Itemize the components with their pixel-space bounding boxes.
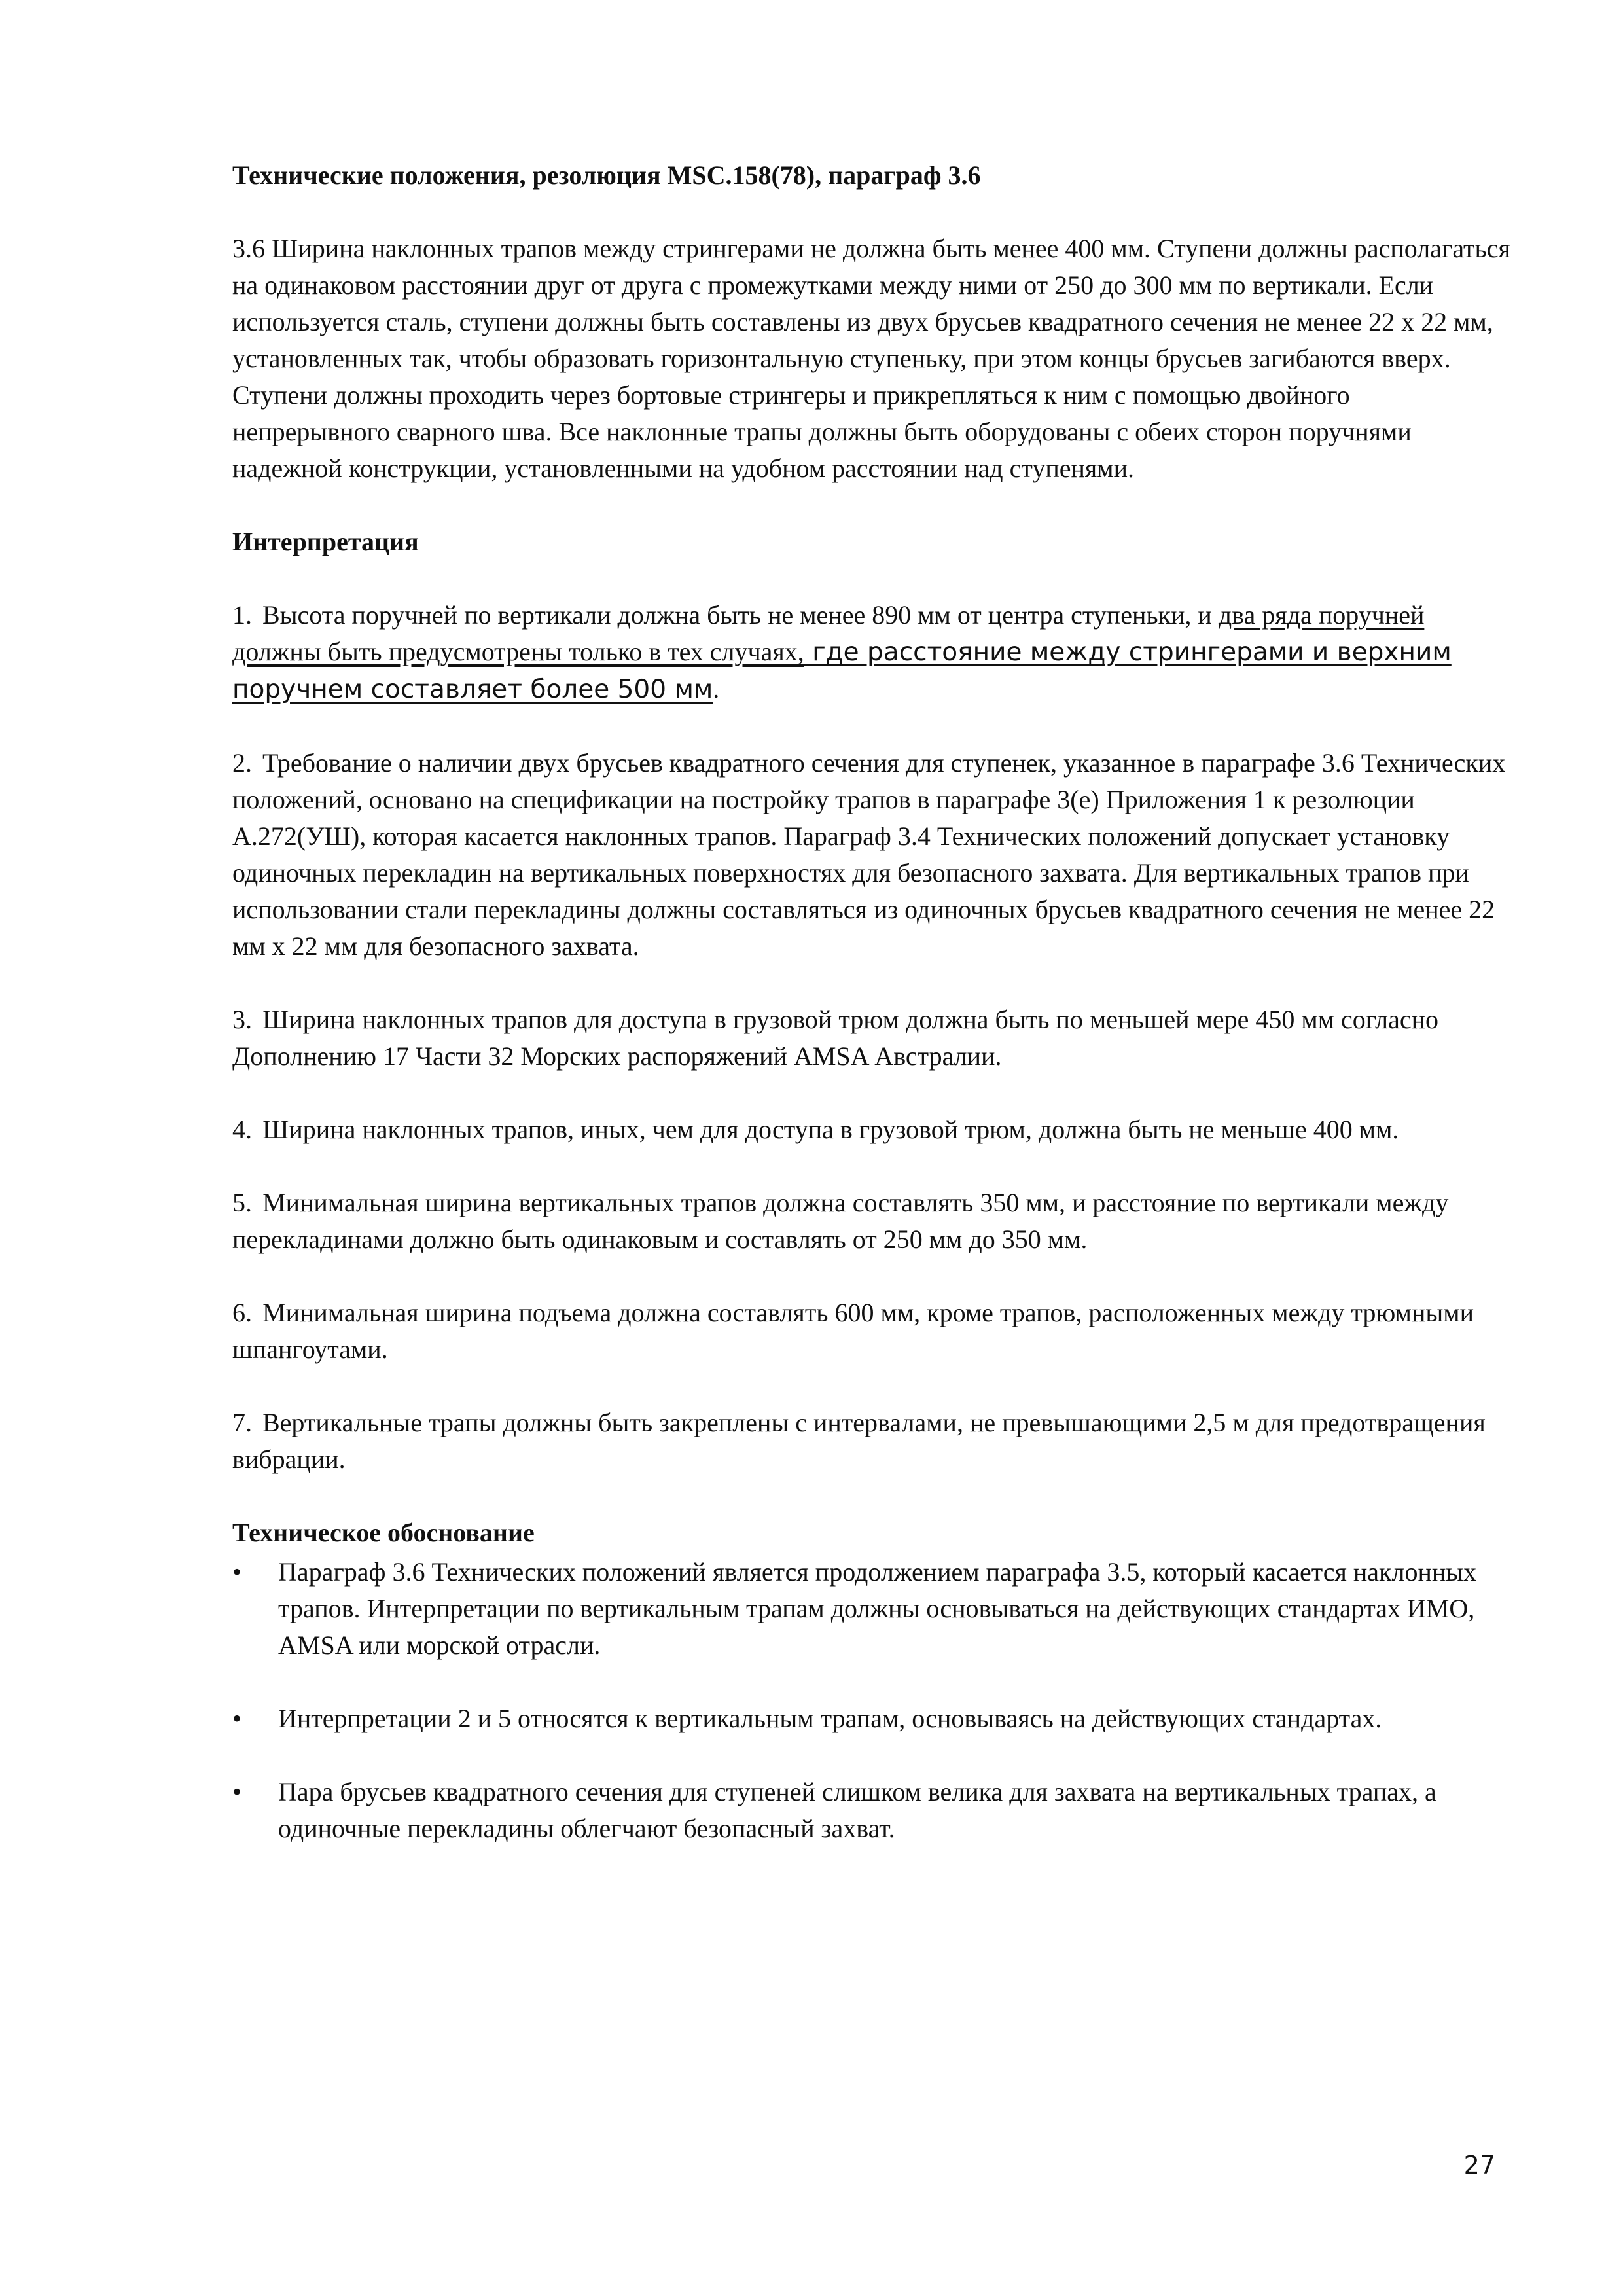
item-text: Минимальная ширина вертикальных трапов должна составлять 350 мм, и расстояние по вертикали между перекладинами должно быть одинаковым и составлять от 250 мм до 350 мм. bbox=[232, 1188, 1449, 1254]
interpretation-item-4 bbox=[232, 1111, 1512, 1148]
list-item bbox=[232, 1774, 1512, 1847]
item-text: Ширина наклонных трапов, иных, чем для доступа в грузовой трюм, должна быть не меньше 400 мм. bbox=[262, 1115, 1399, 1144]
interpretation-item-6 bbox=[232, 1295, 1512, 1368]
underlined-text: два ряда поручней должны быть предусмотрены только в тех случаях, bbox=[232, 600, 1425, 666]
interpretation-heading: Интерпретация bbox=[232, 527, 419, 556]
item-number: 4. bbox=[232, 1115, 252, 1144]
item-text-end: . bbox=[713, 674, 720, 704]
interpretation-item-2 bbox=[232, 745, 1512, 965]
bullet-icon: • bbox=[232, 1777, 242, 1806]
item-number: 5. bbox=[232, 1188, 252, 1217]
bullet-icon: • bbox=[232, 1557, 242, 1587]
bullet-icon: • bbox=[232, 1704, 242, 1733]
interpretation-item-3 bbox=[232, 1001, 1512, 1075]
item-number: 1. bbox=[232, 600, 252, 630]
underlined-text-continued: где расстояние между стрингерами и верхним поручнем составляет более 500 мм bbox=[232, 637, 1452, 704]
list-item bbox=[232, 1700, 1512, 1737]
item-text: Вертикальные трапы должны быть закреплены с интервалами, не превышающими 2,5 м для предотвращения вибрации. bbox=[232, 1408, 1486, 1474]
page-number: 27 bbox=[1463, 2151, 1495, 2179]
page-content bbox=[232, 157, 1512, 1884]
item-number: 3. bbox=[232, 1005, 252, 1034]
interpretation-item-7 bbox=[232, 1405, 1512, 1478]
section-heading: Технические положения, резолюция MSC.158(78), параграф 3.6 bbox=[232, 160, 981, 190]
technical-justification-heading: Техническое обоснование bbox=[232, 1518, 535, 1547]
item-number: 6. bbox=[232, 1298, 252, 1327]
intro-paragraph: 3.6 Ширина наклонных трапов между стрингерами не должна быть менее 400 мм. Ступени должны располагаться на одинаковом расстоянии друг от друга с промежутками между ними от 250 до 300 мм по вертикали. Если используется сталь, ступени должны быть составлены из двух брусьев квадратного сечения не менее 22 х 22 мм, установленных так, чтобы образовать горизонтальную ступеньку, при этом концы брусьев загибаются вверх. Ступени должны проходить через бортовые стрингеры и прикрепляться к ним с помощью двойного непрерывного сварного шва. Все наклонные трапы должны быть оборудованы с обеих сторон поручнями надежной конструкции, установленными на удобном расстоянии над ступенями. bbox=[232, 234, 1510, 483]
list-item-text: Параграф 3.6 Технических положений является продолжением параграфа 3.5, который касается наклонных трапов. Интерпретации по вертикальным трапам должны основываться на действующих стандартах ИМО, AMSA или морской отрасли. bbox=[278, 1557, 1477, 1660]
item-text: Высота поручней по вертикали должна быть не менее 890 мм от центра ступеньки, и bbox=[262, 600, 1219, 630]
item-text: Минимальная ширина подъема должна составлять 600 мм, кроме трапов, расположенных между трюмными шпангоутами. bbox=[232, 1298, 1474, 1364]
item-number: 2. bbox=[232, 748, 252, 778]
list-item bbox=[232, 1554, 1512, 1664]
list-item-text: Пара брусьев квадратного сечения для ступеней слишком велика для захвата на вертикальных трапах, а одиночные перекладины облегчают безопасный захват. bbox=[278, 1777, 1436, 1843]
item-number: 7. bbox=[232, 1408, 252, 1437]
list-item-text: Интерпретации 2 и 5 относятся к вертикальным трапам, основываясь на действующих стандартах. bbox=[278, 1704, 1382, 1733]
interpretation-item-1 bbox=[232, 597, 1512, 708]
item-text: Ширина наклонных трапов для доступа в грузовой трюм должна быть по меньшей мере 450 мм согласно Дополнению 17 Части 32 Морских распоряжений AMSA Австралии. bbox=[232, 1005, 1439, 1071]
justification-list bbox=[232, 1554, 1512, 1847]
item-text: Требование о наличии двух брусьев квадратного сечения для ступенек, указанное в параграфе 3.6 Технических положений, основано на спецификации на постройку трапов в параграфе 3(e) Приложения 1 к резолюции А.272(УШ), которая касается наклонных трапов. Параграф 3.4 Технических положений допускает установку одиночных перекладин на вертикальных поверхностях для безопасного захвата. Для вертикальных трапов при использовании стали перекладины должны составляться из одиночных брусьев квадратного сечения не менее 22 мм х 22 мм для безопасного захвата. bbox=[232, 748, 1506, 961]
interpretation-item-5 bbox=[232, 1185, 1512, 1258]
